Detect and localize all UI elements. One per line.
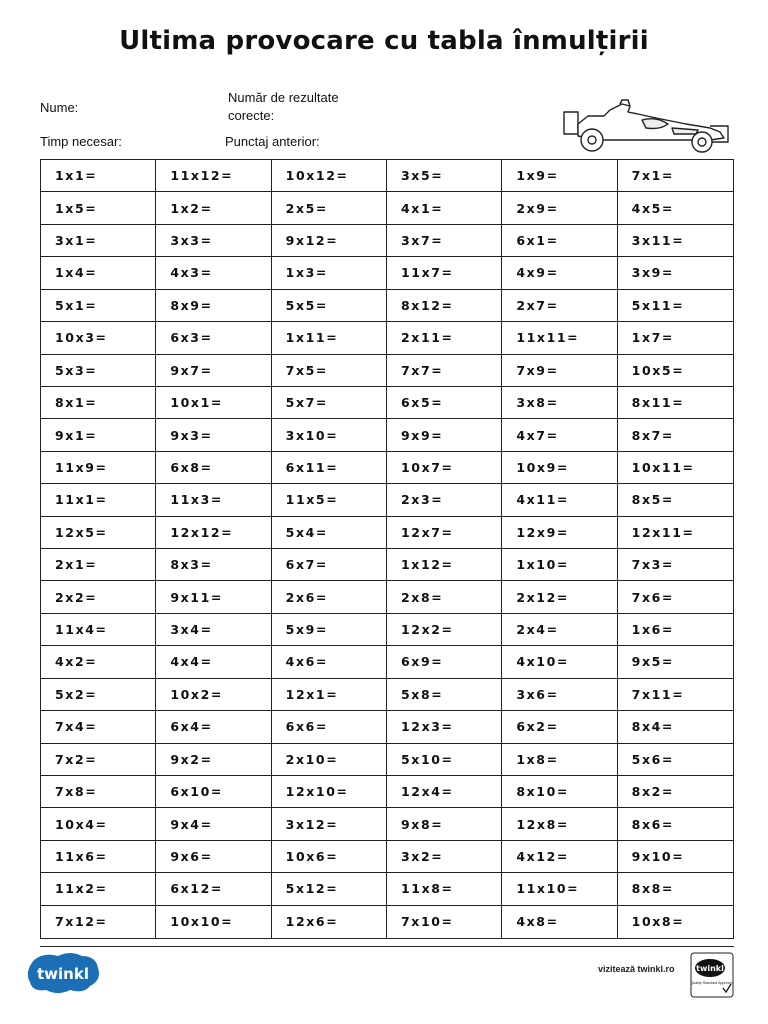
problem-cell: 11x6= bbox=[41, 841, 156, 873]
problem-cell: 8x10= bbox=[502, 776, 617, 808]
problem-cell: 10x5= bbox=[618, 355, 733, 387]
problem-cell: 11x5= bbox=[272, 484, 387, 516]
problem-cell: 3x8= bbox=[502, 387, 617, 419]
problem-cell: 11x8= bbox=[387, 873, 502, 905]
problem-cell: 12x2= bbox=[387, 614, 502, 646]
problem-cell: 3x6= bbox=[502, 679, 617, 711]
problem-cell: 7x5= bbox=[272, 355, 387, 387]
problem-cell: 4x2= bbox=[41, 646, 156, 678]
problem-cell: 7x11= bbox=[618, 679, 733, 711]
problem-cell: 8x8= bbox=[618, 873, 733, 905]
svg-text:Quality Standard Approved: Quality Standard Approved bbox=[690, 981, 734, 985]
problem-cell: 1x7= bbox=[618, 322, 733, 354]
problem-cell: 1x4= bbox=[41, 257, 156, 289]
problem-cell: 11x1= bbox=[41, 484, 156, 516]
problem-cell: 12x4= bbox=[387, 776, 502, 808]
problem-cell: 3x2= bbox=[387, 841, 502, 873]
problem-cell: 1x9= bbox=[502, 160, 617, 192]
problem-cell: 2x1= bbox=[41, 549, 156, 581]
multiplication-grid bbox=[40, 159, 734, 939]
problem-cell: 12x5= bbox=[41, 517, 156, 549]
problem-cell: 6x9= bbox=[387, 646, 502, 678]
problem-cell: 2x9= bbox=[502, 192, 617, 224]
problem-cell: 11x9= bbox=[41, 452, 156, 484]
problem-cell: 9x6= bbox=[156, 841, 271, 873]
problem-cell: 2x11= bbox=[387, 322, 502, 354]
problem-cell: 12x12= bbox=[156, 517, 271, 549]
problem-cell: 9x3= bbox=[156, 419, 271, 451]
problem-cell: 9x7= bbox=[156, 355, 271, 387]
problem-cell: 7x12= bbox=[41, 906, 156, 938]
problem-cell: 6x1= bbox=[502, 225, 617, 257]
problem-cell: 7x9= bbox=[502, 355, 617, 387]
problem-cell: 1x3= bbox=[272, 257, 387, 289]
problem-cell: 5x3= bbox=[41, 355, 156, 387]
problem-cell: 8x2= bbox=[618, 776, 733, 808]
problem-cell: 9x12= bbox=[272, 225, 387, 257]
problem-cell: 10x9= bbox=[502, 452, 617, 484]
problem-cell: 12x10= bbox=[272, 776, 387, 808]
problem-cell: 10x11= bbox=[618, 452, 733, 484]
problem-cell: 5x5= bbox=[272, 290, 387, 322]
problem-cell: 2x10= bbox=[272, 744, 387, 776]
quality-badge-icon bbox=[690, 952, 734, 998]
problem-cell: 5x6= bbox=[618, 744, 733, 776]
problem-cell: 10x10= bbox=[156, 906, 271, 938]
problem-cell: 3x10= bbox=[272, 419, 387, 451]
problem-cell: 4x8= bbox=[502, 906, 617, 938]
problem-cell: 9x10= bbox=[618, 841, 733, 873]
problem-cell: 12x7= bbox=[387, 517, 502, 549]
problem-cell: 3x1= bbox=[41, 225, 156, 257]
problem-cell: 6x3= bbox=[156, 322, 271, 354]
problem-cell: 9x9= bbox=[387, 419, 502, 451]
problem-cell: 8x4= bbox=[618, 711, 733, 743]
problem-cell: 8x11= bbox=[618, 387, 733, 419]
problem-cell: 5x2= bbox=[41, 679, 156, 711]
problem-cell: 9x11= bbox=[156, 581, 271, 613]
problem-cell: 8x12= bbox=[387, 290, 502, 322]
problem-cell: 11x12= bbox=[156, 160, 271, 192]
problem-cell: 4x4= bbox=[156, 646, 271, 678]
name-label: Nume: bbox=[40, 100, 79, 115]
problem-cell: 6x5= bbox=[387, 387, 502, 419]
problem-cell: 5x7= bbox=[272, 387, 387, 419]
correct-results-label-line1: Număr de rezultate bbox=[228, 90, 339, 105]
problem-cell: 11x10= bbox=[502, 873, 617, 905]
problem-cell: 7x3= bbox=[618, 549, 733, 581]
problem-cell: 6x4= bbox=[156, 711, 271, 743]
problem-cell: 2x5= bbox=[272, 192, 387, 224]
problem-cell: 10x8= bbox=[631, 914, 685, 930]
problem-cell: 10x7= bbox=[387, 452, 502, 484]
problem-cell: 5x10= bbox=[387, 744, 502, 776]
problem-cell: 2x7= bbox=[502, 290, 617, 322]
problem-cell: 3x11= bbox=[618, 225, 733, 257]
problem-cell: 2x3= bbox=[387, 484, 502, 516]
problem-cell: 11x7= bbox=[387, 257, 502, 289]
svg-text:twinkl: twinkl bbox=[696, 964, 724, 973]
problem-cell: 8x7= bbox=[618, 419, 733, 451]
problem-cell: 4x5= bbox=[618, 192, 733, 224]
problem-cell: 1x5= bbox=[41, 192, 156, 224]
problem-cell: 2x8= bbox=[387, 581, 502, 613]
problem-cell: 7x1= bbox=[618, 160, 733, 192]
twinkl-logo-text: twinkl bbox=[37, 965, 89, 983]
problem-cell: 6x12= bbox=[156, 873, 271, 905]
problem-cell: 3x4= bbox=[156, 614, 271, 646]
problem-cell: 6x10= bbox=[156, 776, 271, 808]
problem-cell: 5x9= bbox=[272, 614, 387, 646]
problem-cell: 10x4= bbox=[41, 808, 156, 840]
problem-cell: 12x8= bbox=[502, 808, 617, 840]
problem-cell: 9x2= bbox=[156, 744, 271, 776]
problem-cell: 10x1= bbox=[156, 387, 271, 419]
problem-cell: 9x5= bbox=[618, 646, 733, 678]
problem-cell: 6x7= bbox=[272, 549, 387, 581]
problem-cell: 7x10= bbox=[387, 906, 502, 938]
problem-cell: 7x4= bbox=[41, 711, 156, 743]
problem-cell: 4x10= bbox=[502, 646, 617, 678]
footer-divider bbox=[40, 946, 734, 947]
problem-cell: 6x6= bbox=[272, 711, 387, 743]
problem-cell: 5x8= bbox=[387, 679, 502, 711]
problem-cell: 1x12= bbox=[387, 549, 502, 581]
problem-cell: 3x3= bbox=[156, 225, 271, 257]
problem-cell: 11x3= bbox=[156, 484, 271, 516]
problem-cell: 7x6= bbox=[618, 581, 733, 613]
problem-cell: 12x6= bbox=[272, 906, 387, 938]
problem-cell: 12x9= bbox=[502, 517, 617, 549]
problem-cell: 8x3= bbox=[156, 549, 271, 581]
problem-cell: 1x11= bbox=[272, 322, 387, 354]
problem-cell: 4x7= bbox=[502, 419, 617, 451]
problem-cell: 9x1= bbox=[41, 419, 156, 451]
previous-score-label: Punctaj anterior: bbox=[225, 134, 320, 149]
problem-cell: 1x6= bbox=[618, 614, 733, 646]
problem-cell: 2x2= bbox=[41, 581, 156, 613]
problem-cell: 6x8= bbox=[156, 452, 271, 484]
problem-cell: 3x5= bbox=[387, 160, 502, 192]
problem-cell: 11x4= bbox=[41, 614, 156, 646]
problem-cell: 3x9= bbox=[618, 257, 733, 289]
problem-cell: 4x3= bbox=[156, 257, 271, 289]
problem-cell: 8x5= bbox=[618, 484, 733, 516]
problem-cell: 4x1= bbox=[387, 192, 502, 224]
problem-cell: 3x12= bbox=[272, 808, 387, 840]
race-car-icon bbox=[560, 98, 732, 156]
problem-cell: 8x1= bbox=[41, 387, 156, 419]
problem-cell: 1x2= bbox=[156, 192, 271, 224]
time-label: Timp necesar: bbox=[40, 134, 122, 149]
problem-cell: 11x11= bbox=[502, 322, 617, 354]
problem-cell: 6x2= bbox=[502, 711, 617, 743]
problem-cell: 4x11= bbox=[502, 484, 617, 516]
problem-cell: 10x2= bbox=[156, 679, 271, 711]
problem-cell: 4x6= bbox=[272, 646, 387, 678]
problem-cell: 4x9= bbox=[502, 257, 617, 289]
problem-cell: 1x10= bbox=[502, 549, 617, 581]
problem-cell: 10x12= bbox=[272, 160, 387, 192]
problem-cell: 12x1= bbox=[272, 679, 387, 711]
problem-cell: 2x12= bbox=[502, 581, 617, 613]
page-title: Ultima provocare cu tabla înmulțirii bbox=[119, 26, 649, 56]
problem-cell: 2x6= bbox=[272, 581, 387, 613]
problem-cell: 5x1= bbox=[41, 290, 156, 322]
problem-cell: 1x1= bbox=[41, 160, 156, 192]
problem-cell: 9x4= bbox=[156, 808, 271, 840]
problem-cell: 12x11= bbox=[618, 517, 733, 549]
twinkl-logo bbox=[24, 950, 102, 996]
visit-text: vizitează twinkl.ro bbox=[598, 964, 675, 974]
problem-cell: 11x2= bbox=[41, 873, 156, 905]
problem-cell: 10x3= bbox=[41, 322, 156, 354]
problem-cell: 10x6= bbox=[272, 841, 387, 873]
problem-cell: 7x8= bbox=[41, 776, 156, 808]
problem-cell: 1x8= bbox=[502, 744, 617, 776]
problem-cell: 7x2= bbox=[41, 744, 156, 776]
problem-cell: 6x11= bbox=[272, 452, 387, 484]
problem-cell: 2x4= bbox=[502, 614, 617, 646]
problem-cell: 8x9= bbox=[156, 290, 271, 322]
problem-cell: 3x7= bbox=[387, 225, 502, 257]
problem-cell: 5x12= bbox=[272, 873, 387, 905]
problem-cell: 5x4= bbox=[272, 517, 387, 549]
problem-cell: 8x6= bbox=[618, 808, 733, 840]
problem-cell: 4x12= bbox=[502, 841, 617, 873]
problem-cell: 9x8= bbox=[387, 808, 502, 840]
problem-cell: 7x7= bbox=[387, 355, 502, 387]
problem-cell: 5x11= bbox=[618, 290, 733, 322]
problem-cell: 12x3= bbox=[387, 711, 502, 743]
correct-results-label-line2: corecte: bbox=[228, 108, 275, 123]
